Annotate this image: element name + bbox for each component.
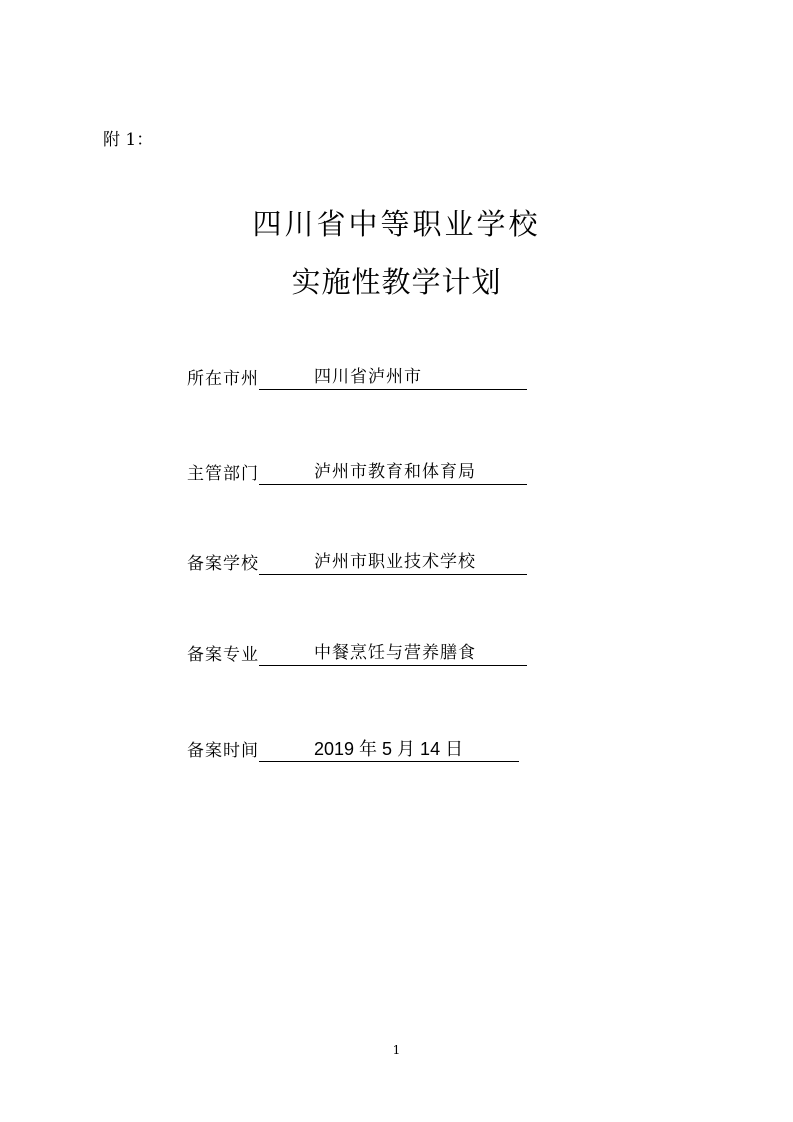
field-city-label: 所在市州 [187, 369, 259, 389]
field-school [187, 545, 527, 575]
annex-label: 附 1： [103, 130, 154, 150]
document-title-line-1: 四川省中等职业学校 [252, 207, 541, 241]
field-date [187, 732, 519, 762]
field-date-value: 2019 年 5 月 14 日 [314, 739, 464, 759]
field-major-underline [259, 643, 527, 666]
field-major-value: 中餐烹饪与营养膳食 [314, 643, 476, 663]
field-school-underline [259, 552, 527, 575]
field-school-value: 泸州市职业技术学校 [314, 552, 476, 572]
field-major [187, 636, 527, 666]
field-city [187, 360, 527, 390]
field-date-label: 备案时间 [187, 741, 259, 761]
field-authority-underline [259, 462, 527, 485]
field-date-underline [259, 739, 519, 762]
field-authority [187, 455, 527, 485]
field-school-label: 备案学校 [187, 554, 259, 574]
field-city-underline [259, 367, 527, 390]
field-authority-value: 泸州市教育和体育局 [314, 462, 476, 482]
field-major-label: 备案专业 [187, 645, 259, 665]
page-number: 1 [392, 1043, 401, 1057]
document-title-line-2: 实施性教学计划 [291, 265, 502, 299]
field-city-value: 四川省泸州市 [314, 367, 422, 387]
field-authority-label: 主管部门 [187, 464, 259, 484]
